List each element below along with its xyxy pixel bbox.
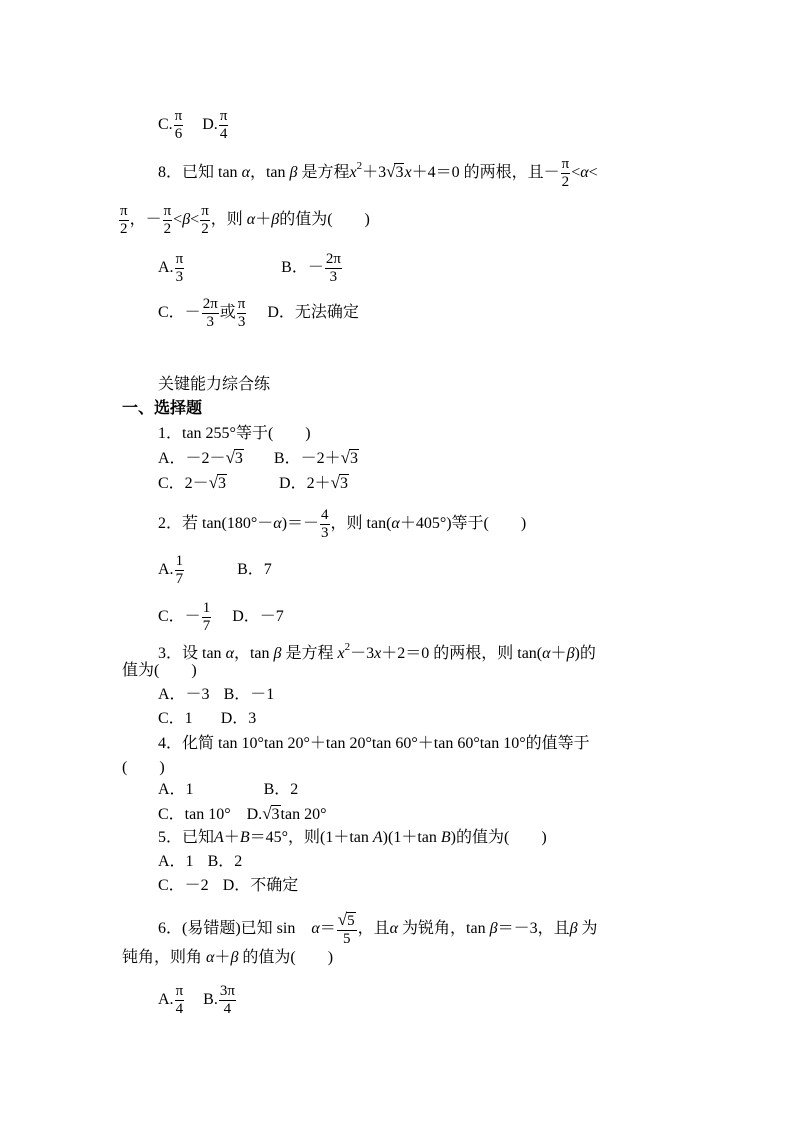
q1-stem: 1．tan 255°等于( ) bbox=[158, 425, 311, 442]
option-c-label: C. bbox=[158, 116, 173, 134]
fraction: $\frac{4}{3}$ bbox=[321, 507, 329, 541]
q2-options-ab: A. $\frac{1}{7}$ B．7 bbox=[158, 553, 272, 587]
q8-options-ab: A. $\frac{\pi}{3}$ B．－ $\frac{2\pi}{3}$ bbox=[158, 251, 341, 285]
fraction: $\frac{1}{7}$ bbox=[175, 553, 184, 587]
q3-stem-line1: 3．设 tan α，tan β 是方程 $x^2-3x+2=0$ 的两根，则 tan(α＋β)的 bbox=[158, 641, 596, 662]
q8-stem-line1: 8．已知 tan α，tan β 是方程$x^2+3√3x+4=0$ 的两根，且－ $\frac{\pi}{2}$ <α< bbox=[158, 155, 598, 190]
q4-stem-line1: 4．化简 tan 10°tan 20°＋tan 20°tan 60°＋tan 60°tan 10°的值等于 bbox=[158, 735, 590, 752]
fraction: $\frac{1}{7}$ bbox=[202, 600, 211, 634]
q3-options-cd: C．1 D．3 bbox=[158, 710, 257, 727]
q6-stem-line2: 钝角，则角 α＋β 的值为( ) bbox=[122, 949, 334, 966]
subsection-title: 一、选择题 bbox=[122, 400, 203, 417]
q6-options-ab: A. $\frac{\pi}{4}$ B. $\frac{3\pi}{4}$ bbox=[158, 983, 235, 1017]
q4-options-cd: C．tan 10° D.√3tan 20° bbox=[158, 804, 327, 823]
q8-options-cd: C．－ $\frac{2\pi}{3}$ 或 $\frac{\pi}{3}$ D．无法确定 bbox=[158, 296, 359, 330]
fraction: $\frac{\pi}{2}$ bbox=[201, 203, 209, 237]
fraction: $\frac{\pi}{2}$ bbox=[561, 155, 570, 190]
fraction: $\frac{√5}{5}$ bbox=[337, 910, 355, 947]
q2-stem: 2．若 tan(180°－α)＝－ $\frac{4}{3}$ ，则 tan(α＋405°)等于( ) bbox=[158, 507, 527, 541]
q3-stem-line2: 值为( ) bbox=[122, 662, 197, 679]
fraction: $\frac{\pi}{3}$ bbox=[237, 296, 246, 330]
fraction: $\frac{\pi}{4}$ bbox=[175, 983, 184, 1017]
q5-options-cd: C．－2 D．不确定 bbox=[158, 877, 299, 894]
fraction: $\frac{\pi}{2}$ bbox=[120, 203, 128, 237]
fraction: $\frac{2\pi}{3}$ bbox=[325, 251, 341, 285]
q7-options-cd bbox=[158, 108, 229, 142]
section-title: 关键能力综合练 bbox=[158, 376, 271, 393]
q2-options-cd: C．－ $\frac{1}{7}$ D．－7 bbox=[158, 600, 284, 634]
q1-options-cd: C．2－√3 D．2＋√3 bbox=[158, 473, 348, 492]
fraction: $\frac{3\pi}{4}$ bbox=[219, 983, 235, 1017]
fraction: $\frac{\pi}{3}$ bbox=[175, 251, 184, 285]
q4-options-ab: A．1 B．2 bbox=[158, 781, 299, 798]
option-d-label: D. bbox=[202, 116, 218, 134]
q1-options-ab: A．－2－√3 B．－2＋√3 bbox=[158, 448, 358, 467]
fraction: $\frac{\pi}{6}$ bbox=[174, 108, 183, 142]
sqrt-sign: √ bbox=[386, 162, 396, 181]
q5-options-ab: A．1 B．2 bbox=[158, 853, 243, 870]
q3-options-ab: A．－3 B．－1 bbox=[158, 686, 275, 703]
q4-stem-line2: ( ) bbox=[122, 759, 165, 776]
fraction: $\frac{\pi}{4}$ bbox=[219, 108, 228, 142]
q8-stem-line2: $\frac{\pi}{2}$ ，－ $\frac{\pi}{2}$ <β< $\frac{\pi}{2}$ ，则 α＋β的值为( ) bbox=[120, 203, 370, 237]
fraction: $\frac{2\pi}{3}$ bbox=[202, 296, 218, 330]
fraction: $\frac{\pi}{2}$ bbox=[163, 203, 172, 237]
q6-stem-line1: 6．(易错题)已知 sin α＝ $\frac{√5}{5}$ ，且α 为锐角，tan β＝－3，且β 为 bbox=[158, 910, 598, 947]
q5-stem: 5．已知A＋B＝45°，则(1＋tan A)(1＋tan B)的值为( ) bbox=[158, 829, 547, 846]
